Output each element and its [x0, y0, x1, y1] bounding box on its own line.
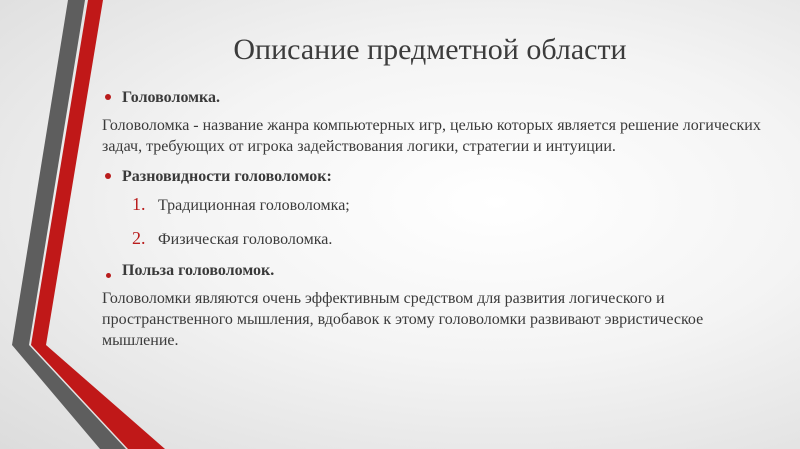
list-item: [102, 195, 762, 216]
bullet-icon: [105, 94, 111, 100]
benefit-description: Головоломки являются очень эффективным средством для развития логического и пространственного мышления, вдобавок к этому головоломки развивают эвристическое мышление.: [102, 290, 704, 349]
puzzle-description: Головоломка - название жанра компьютерных игр, целью которых является решение логических задач, требующих от игрока задействования логики, стратегии и интуиции.: [102, 117, 761, 155]
heading-text: Головоломка.: [122, 89, 221, 106]
list-item-label: Традиционная головоломка;: [158, 197, 350, 214]
list-item: [102, 229, 762, 250]
slide-content: [102, 84, 762, 351]
puzzle-types-list: [102, 195, 762, 250]
list-item-label: Физическая головоломка.: [158, 231, 333, 248]
list-number: 1.: [132, 194, 146, 214]
slide-title: Описание предметной области: [233, 33, 627, 66]
heading-text: Разновидности головоломок:: [122, 168, 332, 185]
bullet-icon: [105, 173, 111, 179]
bullet-icon: [106, 273, 111, 278]
section-heading-types: [102, 167, 762, 187]
gray-stripe-bottom: [12, 345, 126, 449]
section-heading-benefit: [102, 261, 762, 281]
section-heading-puzzle: [102, 88, 762, 108]
list-number: 2.: [132, 228, 146, 248]
heading-text: Польза головоломок.: [122, 262, 275, 279]
